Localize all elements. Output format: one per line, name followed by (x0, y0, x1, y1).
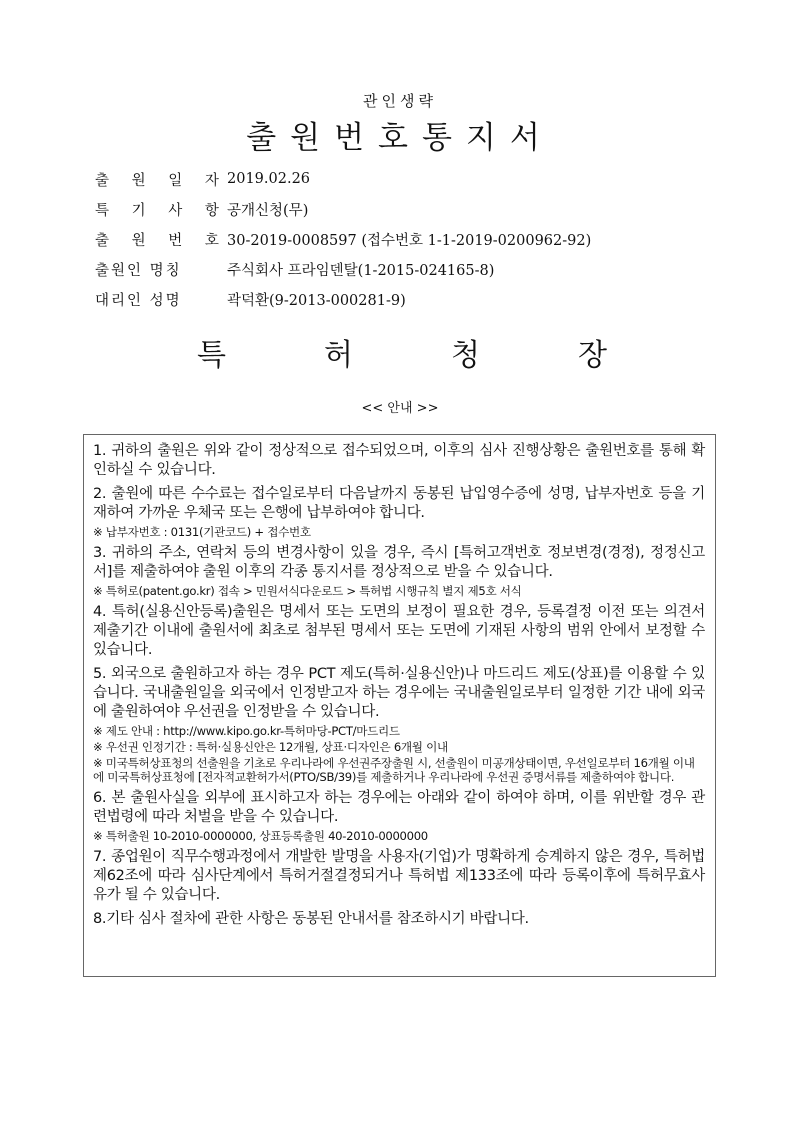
issuing-office (197, 330, 607, 374)
notice-item (93, 603, 705, 660)
notice-item (93, 442, 705, 480)
office-char: 특 (197, 338, 226, 373)
meta-label: 출원인 명칭 (95, 262, 182, 279)
notice-item (93, 665, 705, 784)
meta-row-application-number (95, 224, 715, 254)
notice-item (93, 789, 705, 843)
meta-label: 출 원 번 호 (95, 232, 228, 249)
notice-note: ※ 납부자번호 : 0131(기관코드) + 접수번호 (93, 525, 311, 539)
notice-note: ※ 특허출원 10-2010-0000000, 상표등록출원 40-2010-0000000 (93, 829, 428, 843)
office-char: 장 (578, 338, 607, 373)
meta-row-filing-date (95, 164, 715, 194)
notice-note: ※ 미국특허상표청의 선출원을 기초로 우리나라에 우선권주장출원 시, 선출원이 미공개상태이면, 우선일로부터 16개월 이내에 미국특허상표청에 [전자적교환허가서(PTO/SB/39)를 제출하거나 우리나라에 우선권 증명서류를 제출하여야 합니다. (93, 756, 695, 784)
notice-text: 1. 귀하의 출원은 위와 같이 정상적으로 접수되었으며, 이후의 심사 진행상황은 출원번호를 통해 확인하실 수 있습니다. (93, 443, 705, 478)
meta-value: 주식회사 프라임덴탈(1-2015-024165-8) (227, 262, 495, 279)
meta-label: 특 기 사 항 (95, 202, 228, 219)
notice-text: 7. 종업원이 직무수행과정에서 개발한 발명을 사용자(기업)가 명확하게 승계하지 않은 경우, 특허법 제62조에 따라 심사단계에서 특허거절결정되거나 특허법 제133조에 따라 등록이후에 특허무효사유가 될 수 있습니다. (93, 849, 705, 903)
notice-text: 2. 출원에 따른 수수료는 접수일로부터 다음날까지 동봉된 납입영수증에 성명, 납부자번호 등을 기재하여 가까운 우체국 또는 은행에 납부하여야 합니다. (93, 486, 705, 521)
notice-item (93, 910, 705, 929)
meta-row-applicant-name (95, 254, 715, 284)
notice-box (83, 434, 716, 977)
guide-heading: << 안내 >> (361, 401, 439, 416)
notice-text: 4. 특허(실용신안등록)출원은 명세서 또는 도면의 보정이 필요한 경우, 등록결정 이전 또는 의견서 제출기간 이내에 출원서에 최초로 첨부된 명세서 또는 도면에 기재된 사항의 범위 안에서 보정할 수 있습니다. (93, 604, 705, 658)
meta-value: 30-2019-0008597 (접수번호 1-1-2019-0200962-92) (227, 232, 592, 249)
notice-text: 8.기타 심사 절차에 관한 사항은 동봉된 안내서를 참조하시기 바랍니다. (93, 911, 529, 927)
meta-row-special-notes (95, 194, 715, 224)
seal-omitted-label: 관인생략 (363, 92, 437, 110)
notice-text: 5. 외국으로 출원하고자 하는 경우 PCT 제도(특허·실용신안)나 마드리드 제도(상표)를 이용할 수 있습니다. 국내출원일을 외국에서 인정받고자 하는 경우에는 국내출원일로부터 일정한 기간 내에 외국에 출원하여야 우선권을 인정받을 수 있습니다. (93, 666, 705, 720)
notice-note: ※ 특허로(patent.go.kr) 접속 > 민원서식다운로드 > 특허법 시행규칙 별지 제5호 서식 (93, 584, 522, 598)
document-title: 출원번호통지서 (246, 120, 554, 156)
notice-text: 3. 귀하의 주소, 연락처 등의 변경사항이 있을 경우, 즉시 [특허고객번호 정보변경(경정), 정정신고서]를 제출하여야 출원 이후의 각종 통지서를 정상적으로 받을 수 있습니다. (93, 545, 705, 580)
meta-value: 공개신청(무) (227, 202, 309, 219)
notice-item (93, 848, 705, 905)
notice-note: ※ 제도 안내 : http://www.kipo.go.kr-특허마당-PCT/마드리드 (93, 724, 400, 738)
notice-note: ※ 우선권 인정기간 : 특허·실용신안은 12개월, 상표·디자인은 6개월 이내 (93, 740, 448, 754)
meta-value: 곽덕환(9-2013-000281-9) (227, 292, 406, 309)
meta-row-agent-name (95, 284, 715, 314)
notice-item (93, 544, 705, 598)
notice-item (93, 485, 705, 539)
meta-label: 출 원 일 자 (95, 172, 228, 189)
application-info (95, 164, 715, 314)
meta-label: 대리인 성명 (95, 292, 182, 309)
office-char: 청 (451, 338, 480, 373)
meta-value: 2019.02.26 (227, 171, 311, 187)
office-char: 허 (324, 338, 353, 373)
notice-text: 6. 본 출원사실을 외부에 표시하고자 하는 경우에는 아래와 같이 하여야 하며, 이를 위반할 경우 관련법령에 따라 처벌을 받을 수 있습니다. (93, 790, 705, 825)
